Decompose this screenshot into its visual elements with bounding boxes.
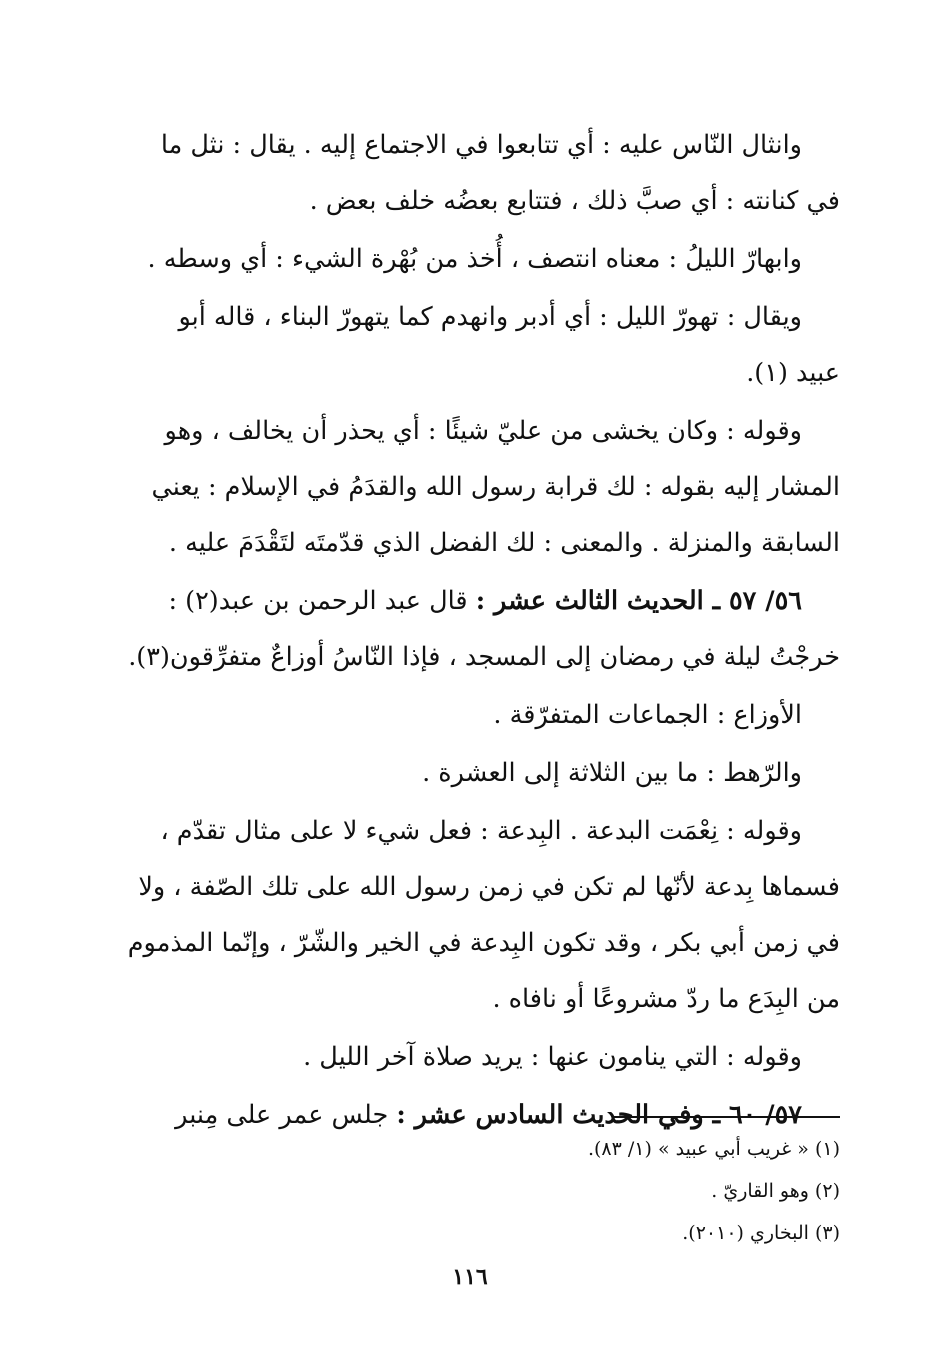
text-line: وقوله : وكان يخشى من عليّ شيئًا : أي يحذر أن يخالف ، وهو [164, 416, 802, 446]
text-line: وقوله : التي ينامون عنها : يريد صلاة آخر الليل . [303, 1042, 802, 1072]
text-line: الأوزاع : الجماعات المتفرّقة . [493, 700, 802, 730]
hadith-paragraph [108, 573, 840, 685]
hadith-heading: ٥٦/ ٥٧ ـ الحديث الثالث عشر : [475, 586, 802, 616]
text-line: والرّهط : ما بين الثلاثة إلى العشرة . [422, 758, 802, 788]
footnote: (٢) وهو القاريّ . [711, 1180, 840, 1202]
paragraph [108, 231, 840, 287]
line-text: قال عبد الرحمن بن عبد(٢) : [168, 586, 476, 616]
paragraph [108, 803, 840, 1027]
paragraph [108, 289, 840, 401]
text-line: فسماها بِدعة لأنّها لم تكن في زمن رسول الله على تلك الصّفة ، ولا [138, 872, 840, 902]
footnote: (٣) البخاري (٢٠١٠). [682, 1222, 840, 1244]
text-line: المشار إليه بقوله : لك قرابة رسول الله والقدَمُ في الإسلام : يعني [151, 472, 840, 502]
footnote: (١) « غريب أبي عبيد » (١/ ٨٣). [587, 1138, 840, 1160]
line-text: جلس عمر على مِنبر [175, 1100, 397, 1130]
text-line: وابهارّ الليلُ : معناه انتصف ، أُخذ من بُهْرة الشيء : أي وسطه . [147, 244, 802, 274]
paragraph [108, 1029, 840, 1085]
paragraph [108, 117, 840, 229]
paragraph [108, 745, 840, 801]
text-line: وانثال النّاس عليه : أي تتابعوا في الاجتماع إليه . يقال : نثل ما [160, 130, 802, 160]
paragraph [108, 687, 840, 743]
text-line: من البِدَع ما ردّ مشروعًا أو نافاه . [492, 984, 840, 1014]
text-line: وقوله : نِعْمَت البدعة . البِدعة : فعل شيء لا على مثال تقدّم ، [160, 816, 802, 846]
text-line: السابقة والمنزلة . والمعنى : لك الفضل الذي قدّمتَه لتَقْدَمَ عليه . [168, 528, 840, 558]
main-text [108, 117, 840, 1143]
footnotes [400, 1128, 840, 1254]
paragraph [108, 403, 840, 571]
text-line: في كنانته : أي صبَّ ذلك ، فتتابع بعضُه خلف بعض . [309, 186, 840, 216]
text-line: في زمن أبي بكر ، وقد تكون البِدعة في الخير والشّرّ ، وإنّما المذموم [127, 928, 840, 958]
text-line [108, 573, 840, 629]
text-line: عبيد (١). [746, 358, 840, 388]
text-line: ويقال : تهورّ الليل : أي أدبر وانهدم كما يتهورّ البناء ، قاله أبو [178, 302, 802, 332]
page-number: ١١٦ [452, 1264, 488, 1290]
hadith-heading: ٥٧/ ٦٠ ـ وفي الحديث السادس عشر : [396, 1100, 802, 1130]
text-line: خرجْتُ ليلة في رمضان إلى المسجد ، فإذا النّاسُ أوزاعٌ متفرِّقون(٣). [128, 642, 840, 672]
footnote-divider [612, 1116, 840, 1118]
